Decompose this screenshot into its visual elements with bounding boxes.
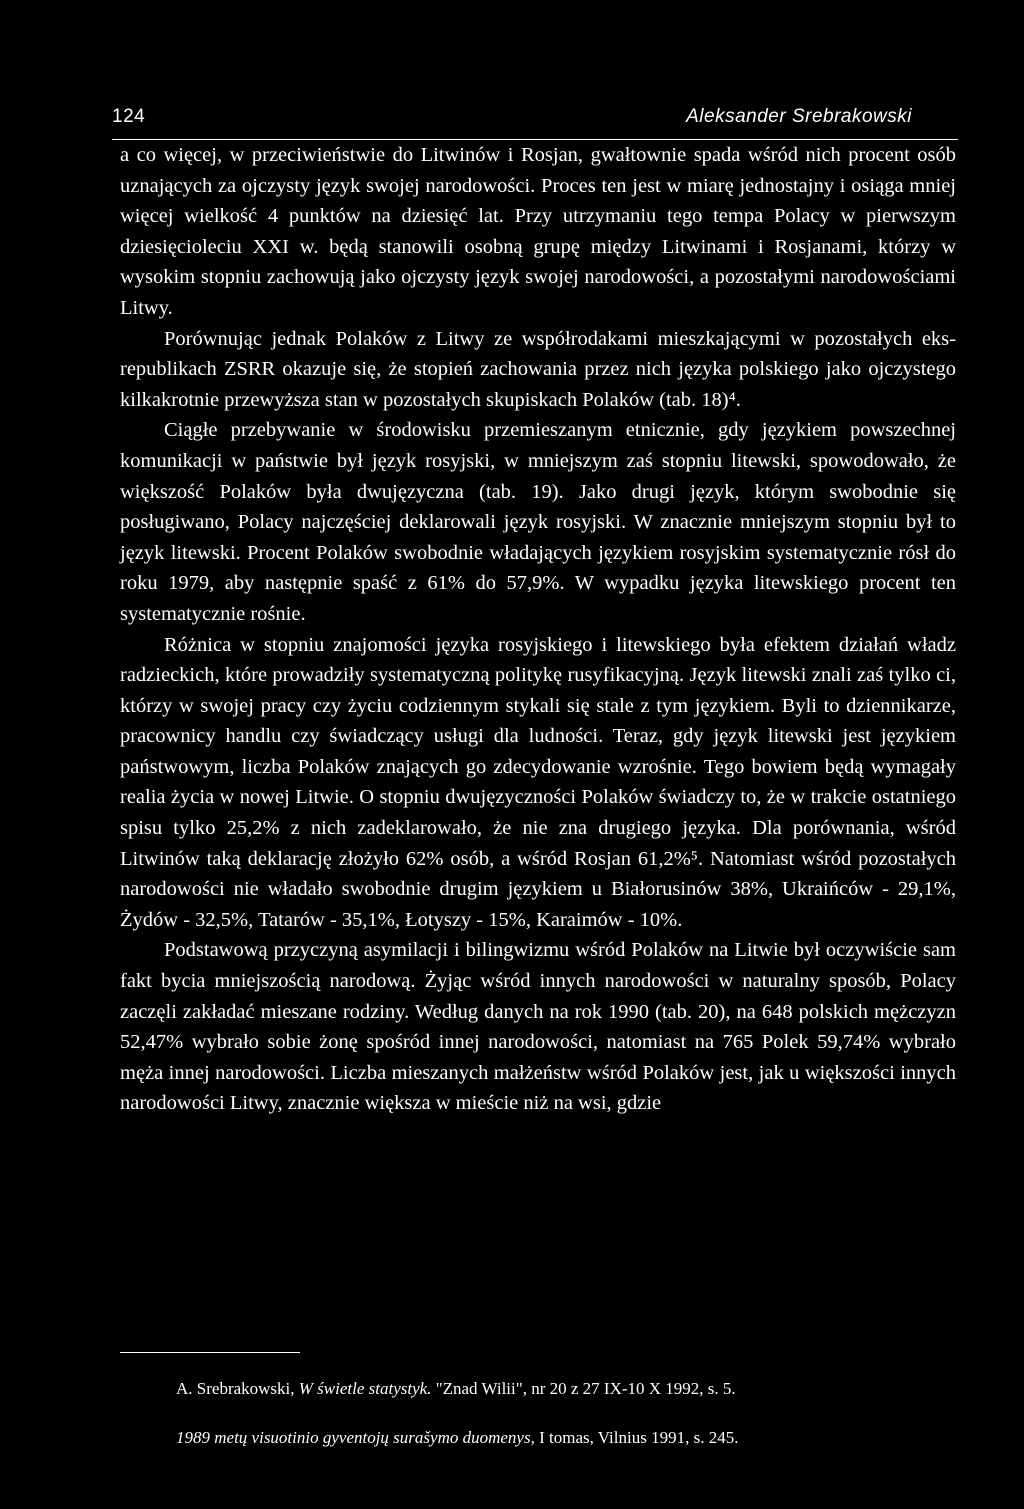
- footnote-source: "Znad Wilii", nr 20 z 27 IX-10 X 1992, s. 5.: [431, 1379, 736, 1398]
- footnote-rule: [120, 1352, 300, 1353]
- paragraph: Ciągłe przebywanie w środowisku przemieszanym etnicznie, gdy językiem powszechnej komunikacji w państwie był język rosyjski, w mniejszym zaś stopniu litewski, spowodowało, że większość Polaków była dwujęzyczna (tab. 19). Jako drugi język, którym swobodnie się posługiwano, Polacy najczęściej deklarowali język rosyjski. W znacznie mniejszym stopniu był to język litewski. Procent Polaków swobodnie władających językiem rosyjskim systematycznie rósł do roku 1979, aby następnie spaść z 61% do 57,9%. W wypadku języka litewskiego procent ten systematycznie rośnie.: [120, 419, 956, 625]
- page-number: 124: [112, 106, 146, 127]
- paragraph-continued: a co więcej, w przeciwieństwie do Litwinów i Rosjan, gwałtownie spada wśród nich procent osób uznających za ojczysty język swojej narodowości. Proces ten jest w miarę jednostajny i osiąga mniej więcej wielkość 4 punktów na dziesięć lat. Przy utrzymaniu tego tempa Polacy w pierwszym dziesięcioleciu XXI w. będą stanowili osobną grupę między Litwinami i Rosjanami, którzy w wysokim stopniu zachowują jako ojczysty język swojej narodowości, a pozostałymi narodowościami Litwy.: [120, 144, 956, 319]
- footnote-5: [176, 1427, 738, 1449]
- footnote-author: A. Srebrakowski,: [176, 1379, 299, 1398]
- footnote-4: [176, 1378, 736, 1400]
- body-text: [120, 140, 956, 1119]
- footnote-title: 1989 metų visuotinio gyventojų surašymo duomenys,: [176, 1428, 535, 1447]
- paragraph: Podstawową przyczyną asymilacji i bilingwizmu wśród Polaków na Litwie był oczywiście sam fakt bycia mniejszością narodową. Żyjąc wśród innych narodowości w naturalny sposób, Polacy zaczęli zakładać mieszane rodziny. Według danych na rok 1990 (tab. 20), na 648 polskich mężczyzn 52,47% wybrało sobie żonę spośród innej narodowości, natomiast na 765 Polek 59,74% wybrało męża innej narodowości. Liczba mieszanych małżeństw wśród Polaków jest, jak u większości innych narodowości Litwy, znacznie większa w mieście niż na wsi, gdzie: [120, 939, 956, 1115]
- footnote-title: W świetle statystyk.: [298, 1379, 432, 1398]
- paragraph: Porównując jednak Polaków z Litwy ze współrodakami mieszkającymi w pozostałych eks-republikach ZSRR okazuje się, że stopień zachowania przez nich języka polskiego jako ojczystego kilkakrotnie przewyższa stan w pozostałych skupiskach Polaków (tab. 18)⁴.: [120, 327, 956, 411]
- footnote-source: I tomas, Vilnius 1991, s. 245.: [534, 1428, 739, 1447]
- paragraph: Różnica w stopniu znajomości języka rosyjskiego i litewskiego była efektem działań władz radzieckich, które prowadziły systematyczną politykę rusyfikacyjną. Język litewski znali zaś tylko ci, którzy w swojej pracy czy życiu codziennym stykali się stale z tym językiem. Byli to dziennikarze, pracownicy handlu czy świadczący usługi dla ludności. Teraz, gdy język litewski jest językiem państwowym, liczba Polaków znających go zdecydowanie wzrośnie. Tego bowiem będą wymagały realia życia w nowej Litwie. O stopniu dwujęzyczności Polaków świadczy to, że w trakcie ostatniego spisu tylko 25,2% z nich zadeklarowało, że nie zna drugiego języka. Dla porównania, wśród Litwinów taką deklarację złożyło 62% osób, a wśród Rosjan 61,2%⁵. Natomiast wśród pozostałych narodowości nie władało swobodnie drugim językiem u Białorusinów 38%, Ukraińców - 29,1%, Żydów - 32,5%, Tatarów - 35,1%, Łotyszy - 15%, Karaimów - 10%.: [120, 633, 956, 931]
- running-header-author: Aleksander Srebrakowski: [686, 106, 912, 127]
- running-header: [112, 100, 912, 134]
